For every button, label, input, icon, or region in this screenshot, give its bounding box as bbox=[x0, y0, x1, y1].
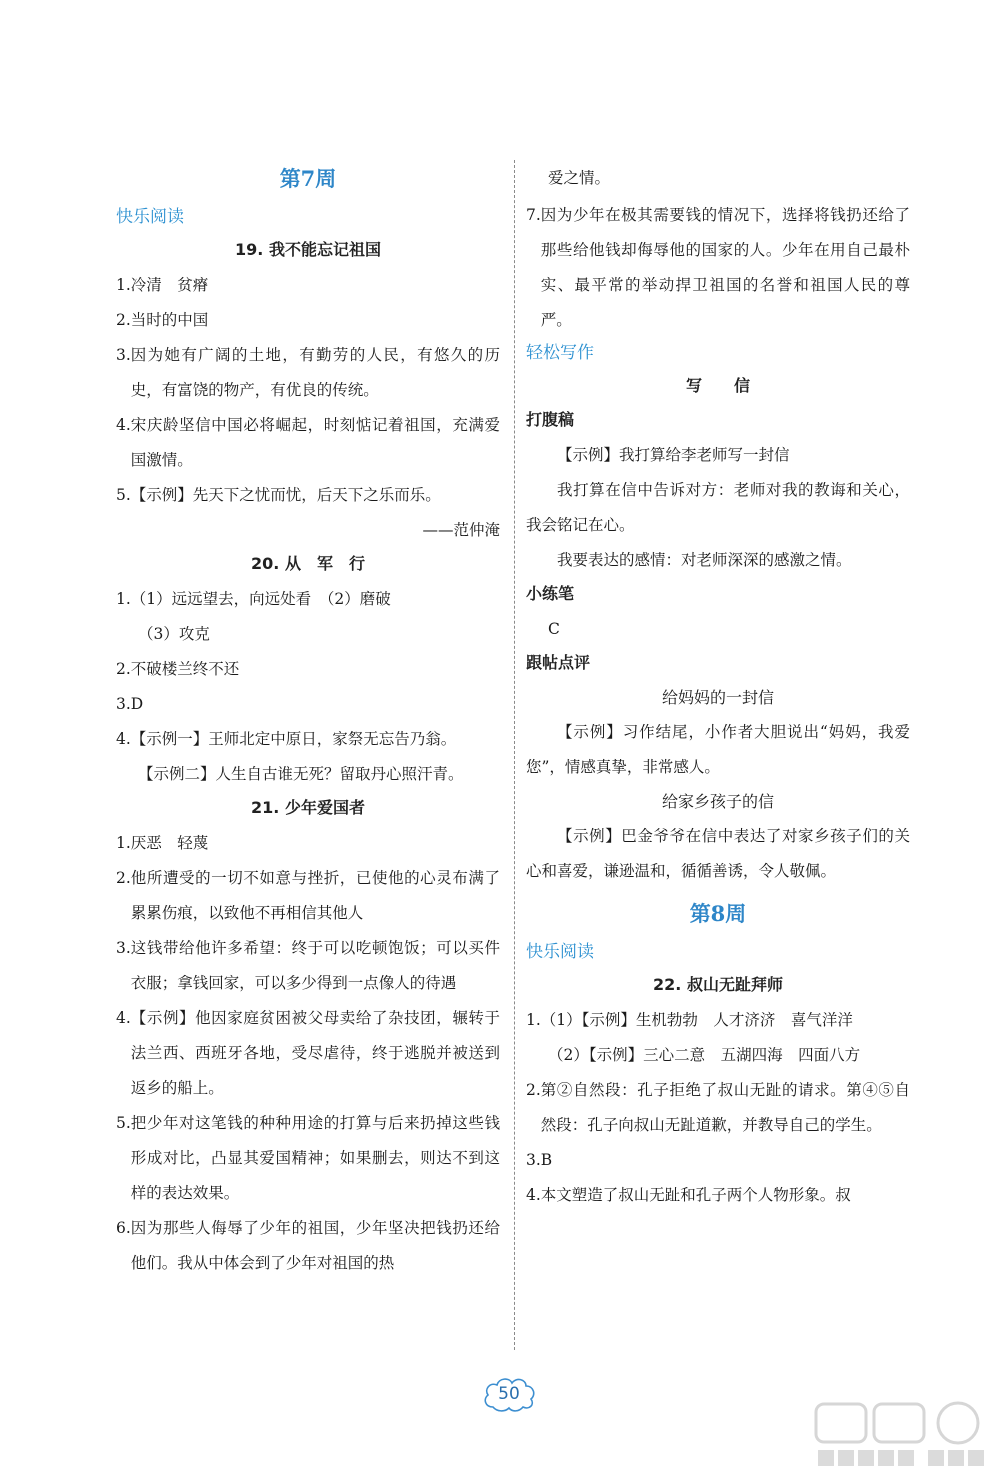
subsection-review: 跟帖点评 bbox=[526, 653, 591, 672]
draft-content: 我打算在信中告诉对方：老师对我的教诲和关心，我会铭记在心。 bbox=[526, 481, 910, 534]
q21-6-cont: 爱之情。 bbox=[548, 169, 611, 187]
q21-5: 5. 把少年对这笔钱的种种用途的打算与后来扔掉这些钱形成对比，凸显其爱国精神；如果删去，则达不到这样的表达效果。 bbox=[116, 1114, 500, 1202]
week-8-heading: 第8周 bbox=[689, 901, 747, 926]
q20-1: 1. （1）远远望去，向远处看 （2）磨破 bbox=[116, 590, 391, 608]
q19-4: 4. 宋庆龄坚信中国必将崛起，时刻惦记着祖国，充满爱国激情。 bbox=[116, 416, 500, 469]
lesson-22-title: 22. 叔山无趾拜师 bbox=[653, 975, 783, 994]
q19-1: 1. 冷清 贫瘠 bbox=[116, 276, 209, 294]
q21-3: 3. 这钱带给他许多希望：终于可以吃顿饱饭；可以买件衣服；拿钱回家，可以多少得到一点像人的待遇 bbox=[116, 939, 500, 992]
section-happy-reading-2: 快乐阅读 bbox=[526, 942, 594, 962]
subsection-practice: 小练笔 bbox=[526, 584, 575, 603]
q22-2: 2. 第②自然段：孔子拒绝了叔山无趾的请求。第④⑤自然段：孔子向叔山无趾道歉，并教导自己的学生。 bbox=[526, 1081, 910, 1134]
q20-4: 4. 【示例一】王师北定中原日，家祭无忘告乃翁。 bbox=[116, 730, 457, 748]
week-7-heading: 第7周 bbox=[279, 166, 337, 191]
section-easy-writing: 轻松写作 bbox=[526, 343, 594, 363]
subsection-draft: 打腹稿 bbox=[526, 410, 575, 429]
column-divider bbox=[514, 160, 515, 1350]
letter-to-children-review: 【示例】巴金爷爷在信中表达了对家乡孩子们的关心和喜爱，谦逊温和，循循善诱，令人敬佩。 bbox=[526, 827, 910, 880]
practice-answer: C bbox=[548, 620, 560, 638]
q20-2: 2. 不破楼兰终不还 bbox=[116, 660, 240, 678]
q19-5: 5. 【示例】先天下之忧而忧，后天下之乐而乐。 bbox=[116, 486, 441, 504]
draft-example: 【示例】我打算给李老师写一封信 bbox=[557, 446, 790, 464]
lesson-21-title: 21. 少年爱国者 bbox=[251, 798, 365, 817]
q22-4: 4. 本文塑造了叔山无趾和孔子两个人物形象。叔 bbox=[526, 1186, 851, 1204]
section-happy-reading: 快乐阅读 bbox=[116, 207, 184, 227]
q22-1: 1. （1）【示例】生机勃勃 人才济济 喜气洋洋 bbox=[526, 1011, 853, 1029]
watermark-logo-icon bbox=[812, 1400, 992, 1470]
lesson-20-title: 20. 从 军 行 bbox=[251, 554, 365, 573]
q19-3: 3. 因为她有广阔的土地，有勤劳的人民，有悠久的历史，有富饶的物产，有优良的传统。 bbox=[116, 346, 500, 399]
q22-1-cont: （2）【示例】三心二意 五湖四海 四面八方 bbox=[548, 1046, 861, 1064]
left-column bbox=[116, 158, 500, 1281]
letter-to-mom-title: 给妈妈的一封信 bbox=[661, 688, 774, 707]
draft-emotion: 我要表达的感情：对老师深深的感激之情。 bbox=[557, 551, 852, 569]
q20-3: 3. D bbox=[116, 695, 144, 713]
q20-4-cont: 【示例二】人生自古谁无死？留取丹心照汗青。 bbox=[138, 765, 464, 783]
q19-2: 2. 当时的中国 bbox=[116, 311, 209, 329]
page-number-badge bbox=[479, 1374, 539, 1414]
letter-to-children-title: 给家乡孩子的信 bbox=[661, 792, 774, 811]
q21-6: 6. 因为那些人侮辱了少年的祖国，少年坚决把钱扔还给他们。我从中体会到了少年对祖国的热 bbox=[116, 1219, 500, 1272]
quote-author: ——范仲淹 bbox=[422, 521, 500, 539]
q22-3: 3. B bbox=[526, 1151, 553, 1169]
q21-7: 7. 因为少年在极其需要钱的情况下，选择将钱扔还给了那些给他钱却侮辱他的国家的人。少年在用自己最朴实、最平常的举动捍卫祖国的名誉和祖国人民的尊严。 bbox=[526, 206, 910, 329]
q21-2: 2. 他所遭受的一切不如意与挫折，已使他的心灵布满了累累伤痕，以致他不再相信其他人 bbox=[116, 869, 500, 922]
right-column bbox=[526, 158, 910, 1213]
q20-1-cont: （3）攻克 bbox=[138, 625, 210, 643]
letter-to-mom-review: 【示例】习作结尾，小作者大胆说出“妈妈，我爱您”，情感真挚，非常感人。 bbox=[526, 723, 910, 776]
lesson-19-title: 19. 我不能忘记祖国 bbox=[235, 240, 381, 259]
q21-4: 4. 【示例】他因家庭贫困被父母卖给了杂技团，辗转于法兰西、西班牙各地，受尽虐待，终于逃脱并被送到返乡的船上。 bbox=[116, 1009, 500, 1097]
q21-1: 1. 厌恶 轻蔑 bbox=[116, 834, 209, 852]
writing-title: 写 信 bbox=[685, 376, 750, 395]
page-number: 50 bbox=[498, 1384, 520, 1404]
